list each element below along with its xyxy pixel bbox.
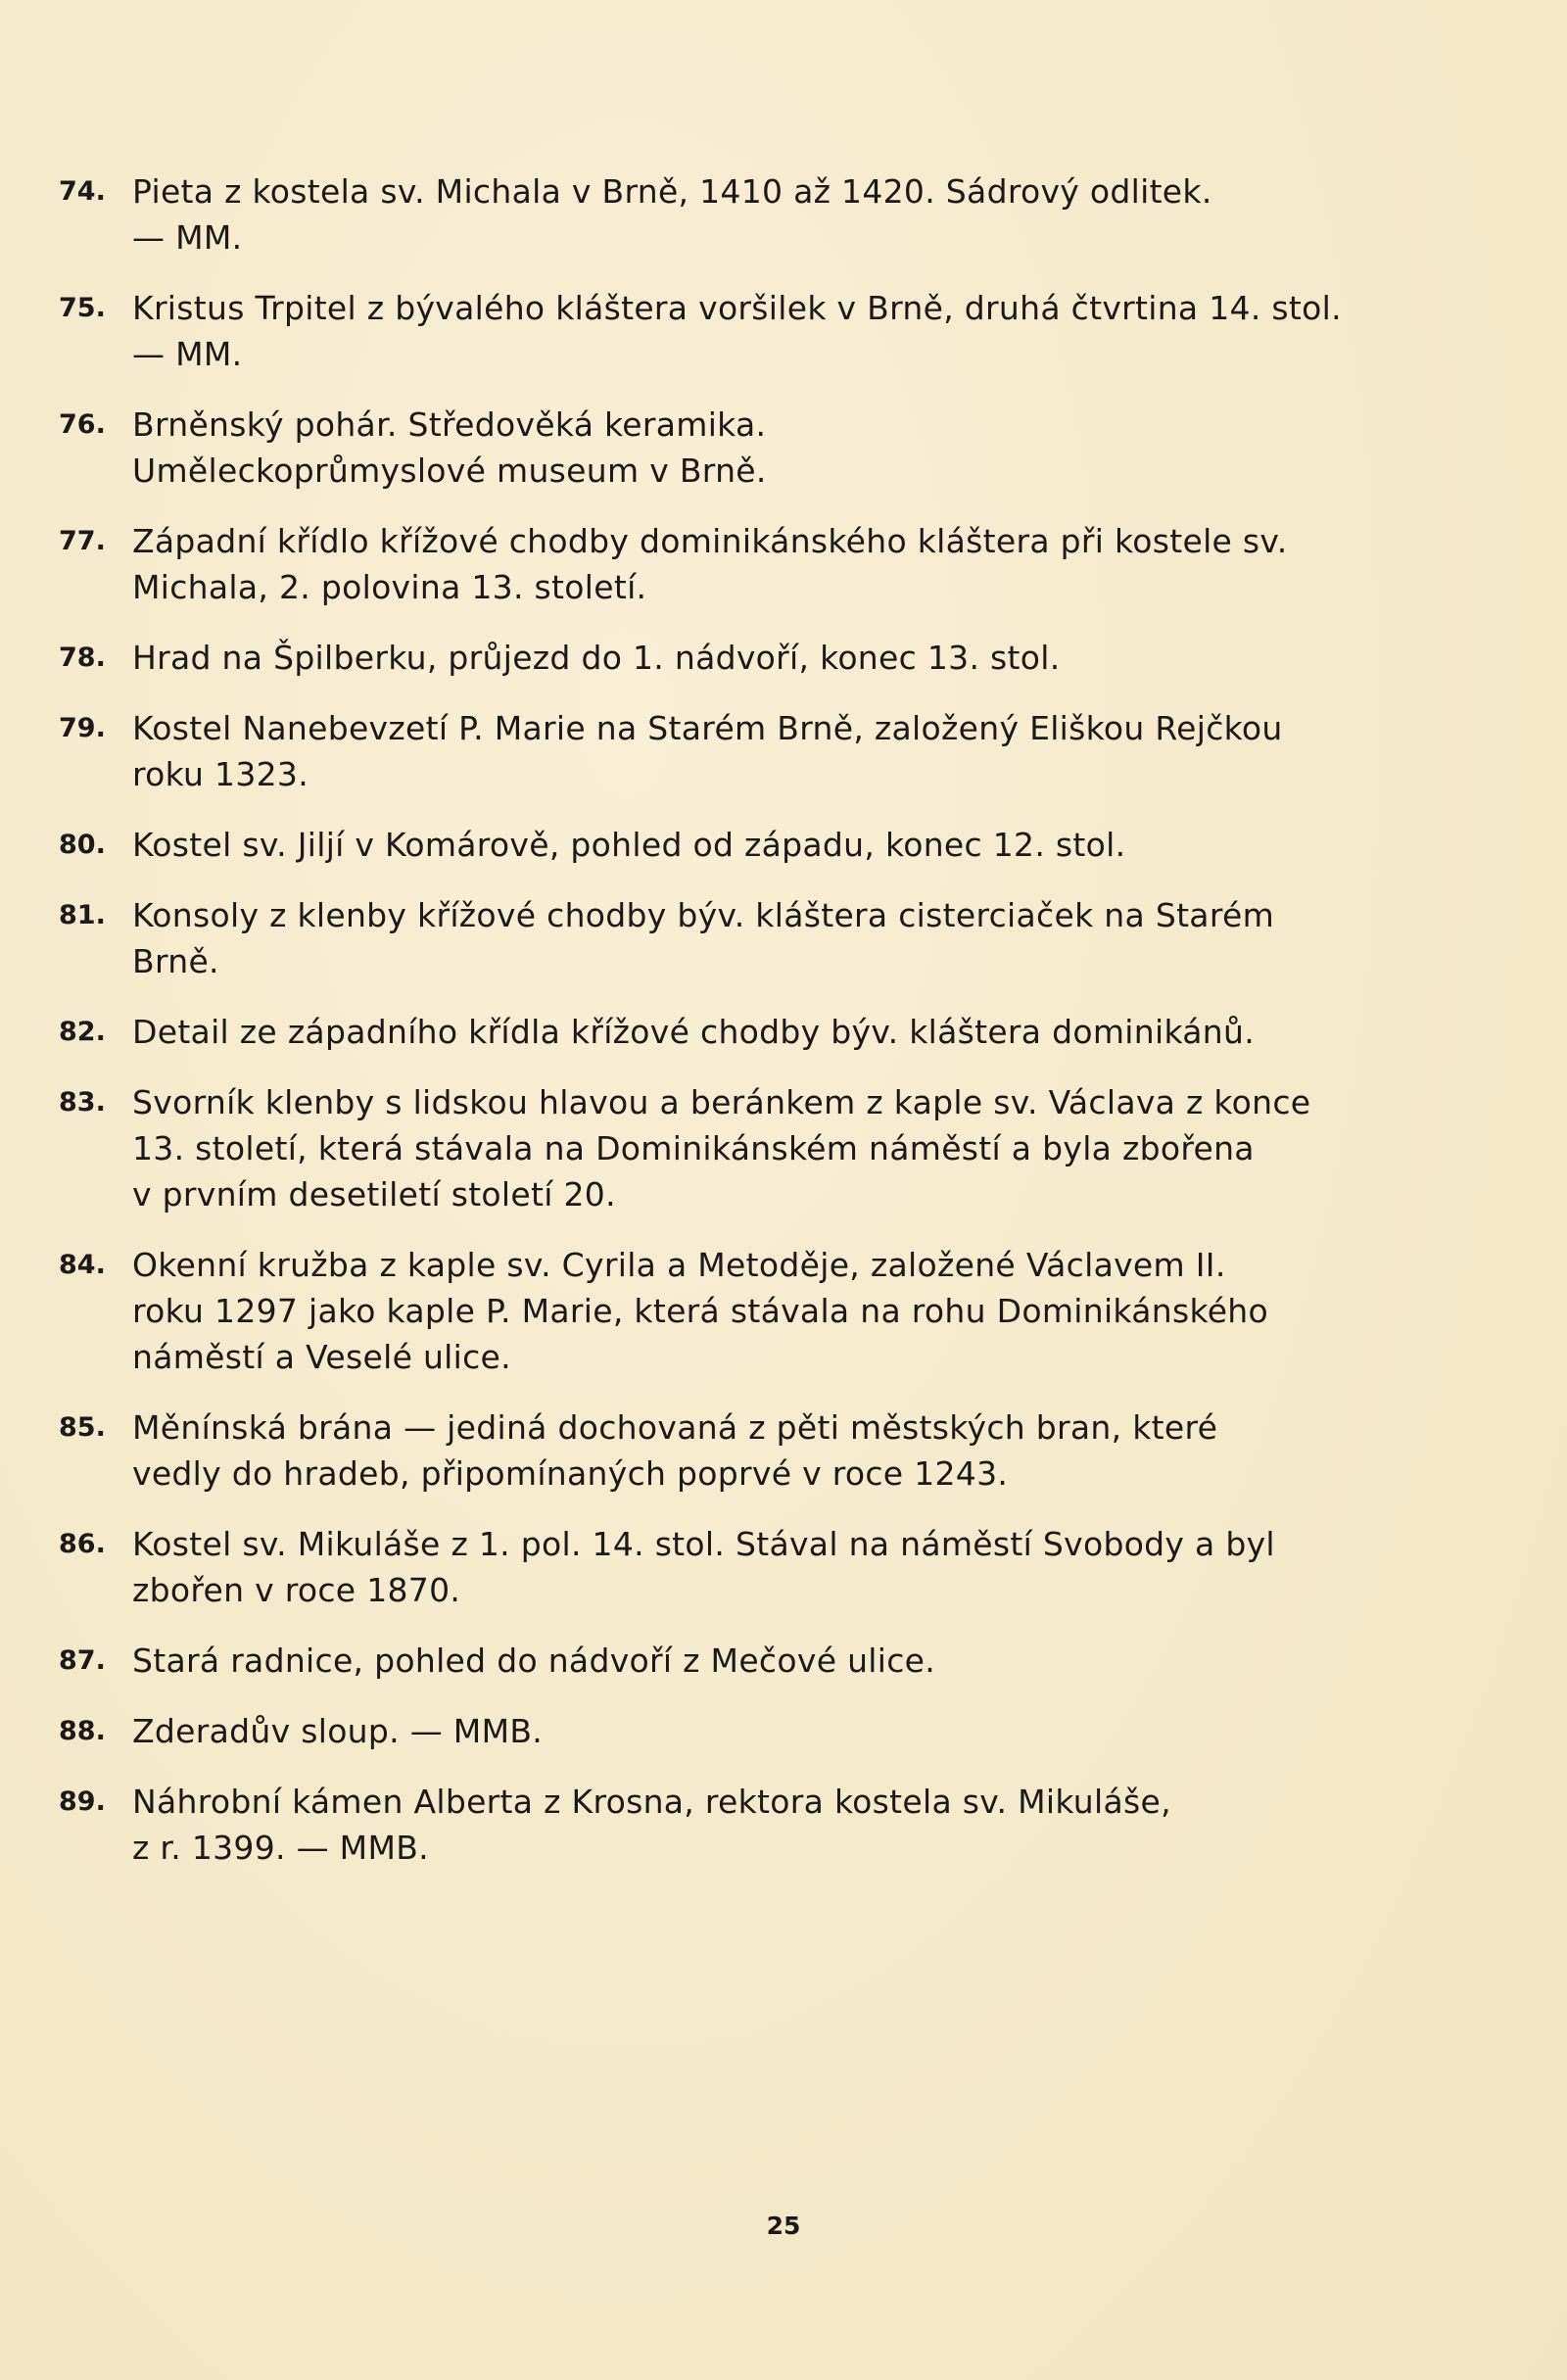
entry-number: 83.	[59, 1087, 106, 1118]
entry-number: 85.	[59, 1412, 106, 1443]
entry-number: 87.	[59, 1645, 106, 1676]
entry-text: Kostel Nanebevzetí P. Marie na Starém Brně, založený Eliškou Rejčkou roku 1323.	[132, 709, 1283, 793]
caption-list	[59, 168, 1352, 1895]
caption-entry-75	[59, 285, 1352, 377]
entry-text: Kristus Trpitel z bývalého kláštera voršilek v Brně, druhá čtvrtina 14. stol. — MM.	[132, 289, 1342, 373]
caption-entry-82	[59, 1009, 1352, 1055]
caption-entry-86	[59, 1521, 1352, 1613]
entry-text: Brněnský pohár. Středověká keramika. Uměleckoprůmyslové museum v Brně.	[132, 405, 767, 490]
entry-number: 81.	[59, 900, 106, 930]
entry-number: 75.	[59, 293, 106, 323]
entry-text: Kostel sv. Mikuláše z 1. pol. 14. stol. Stával na náměstí Svobody a byl zbořen v roce 1870.	[132, 1525, 1275, 1609]
caption-entry-87	[59, 1638, 1352, 1684]
caption-entry-74	[59, 168, 1352, 261]
entry-number: 84.	[59, 1250, 106, 1280]
entry-text: Konsoly z klenby křížové chodby býv. kláštera cisterciaček na Starém Brně.	[132, 896, 1275, 980]
entry-number: 74.	[59, 176, 106, 207]
entry-number: 86.	[59, 1529, 106, 1559]
entry-number: 89.	[59, 1786, 106, 1817]
entry-number: 79.	[59, 713, 106, 743]
entry-number: 80.	[59, 830, 106, 860]
entry-text: Náhrobní kámen Alberta z Krosna, rektora kostela sv. Mikuláše, z r. 1399. — MMB.	[132, 1783, 1171, 1867]
caption-entry-79	[59, 705, 1352, 797]
entry-text: Západní křídlo křížové chodby dominikánského kláštera při kostele sv. Michala, 2. polovina 13. století.	[132, 522, 1288, 606]
entry-number: 78.	[59, 643, 106, 673]
entry-text: Zderadův sloup. — MMB.	[132, 1712, 544, 1750]
entry-text: Pieta z kostela sv. Michala v Brně, 1410 až 1420. Sádrový odlitek. — MM.	[132, 172, 1212, 257]
entry-text: Hrad na Špilberku, průjezd do 1. nádvoří, konec 13. stol.	[132, 639, 1061, 677]
caption-entry-78	[59, 635, 1352, 681]
entry-text: Stará radnice, pohled do nádvoří z Mečové ulice.	[132, 1642, 936, 1680]
caption-entry-81	[59, 892, 1352, 984]
caption-entry-77	[59, 518, 1352, 610]
entry-text: Měnínská brána — jediná dochovaná z pěti městských bran, které vedly do hradeb, připomínaných poprvé v roce 1243.	[132, 1408, 1218, 1493]
entry-text: Detail ze západního křídla křížové chodby býv. kláštera dominikánů.	[132, 1013, 1256, 1051]
entry-text: Svorník klenby s lidskou hlavou a beránkem z kaple sv. Václava z konce 13. století, která stávala na Dominikánském náměstí a byla zbořena v prvním desetiletí století 20.	[132, 1083, 1311, 1214]
caption-entry-83	[59, 1079, 1352, 1217]
entry-number: 76.	[59, 409, 106, 440]
entry-number: 82.	[59, 1017, 106, 1047]
caption-entry-80	[59, 822, 1352, 868]
caption-entry-89	[59, 1779, 1352, 1871]
caption-entry-88	[59, 1708, 1352, 1754]
entry-text: Kostel sv. Jiljí v Komárově, pohled od západu, konec 12. stol.	[132, 826, 1126, 864]
entry-number: 88.	[59, 1716, 106, 1746]
caption-entry-84	[59, 1242, 1352, 1380]
entry-number: 77.	[59, 526, 106, 556]
caption-entry-76	[59, 402, 1352, 494]
page-number: 25	[766, 2212, 801, 2240]
caption-entry-85	[59, 1404, 1352, 1497]
entry-text: Okenní kružba z kaple sv. Cyrila a Metoděje, založené Václavem II. roku 1297 jako kaple P. Marie, která stávala na rohu Dominikánského náměstí a Veselé ulice.	[132, 1246, 1269, 1376]
